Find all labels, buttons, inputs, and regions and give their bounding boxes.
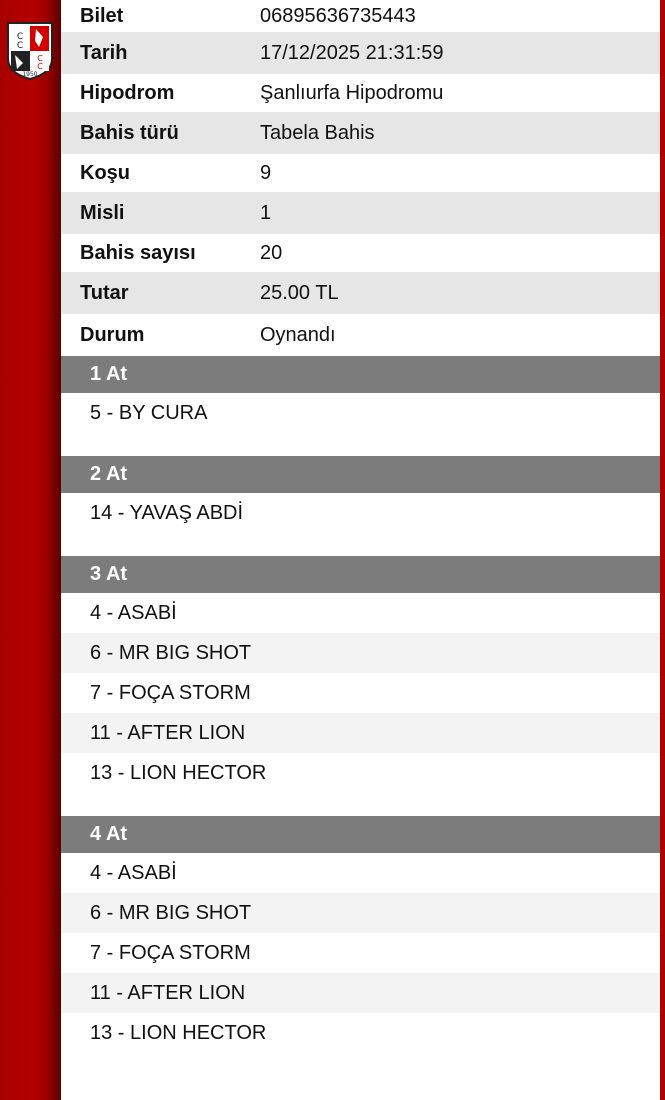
info-row-durum (61, 314, 660, 356)
horse-item: 6 - MR BIG SHOT (61, 893, 660, 933)
info-row-hipodrom (61, 74, 660, 112)
info-row-bahis-sayisi (61, 234, 660, 272)
info-label: Bilet (80, 4, 124, 27)
horse-item: 4 - ASABİ (90, 861, 177, 884)
horse-item: 7 - FOÇA STORM (90, 941, 251, 964)
horse-item: 11 - AFTER LION (61, 713, 660, 753)
ticket-detail (61, 0, 660, 1100)
section-header-3-at: 3 At (61, 556, 660, 593)
info-row-misli (61, 192, 660, 234)
info-label: Misli (80, 201, 125, 224)
horse-item: 7 - FOÇA STORM (90, 681, 251, 704)
info-label: Tarih (80, 41, 128, 64)
svg-text:C: C (16, 41, 24, 51)
horse-item: 11 - AFTER LION (61, 973, 660, 1013)
crest-year: 1950 (22, 71, 38, 78)
section-header-1-at: 1 At (61, 356, 660, 393)
left-sidebar (0, 0, 61, 1100)
horse-item: 14 - YAVAŞ ABDİ (90, 501, 244, 524)
svg-text:C: C (37, 62, 43, 71)
info-value: 9 (260, 161, 272, 184)
info-value: 25.00 TL (260, 281, 339, 304)
svg-text:C: C (37, 54, 43, 63)
info-value: Şanlıurfa Hipodromu (260, 81, 444, 104)
info-value: 20 (260, 241, 283, 264)
info-value: 06895636735443 (260, 4, 416, 27)
info-label: Bahis türü (80, 121, 179, 144)
info-row-bahis-turu (61, 112, 660, 154)
club-crest-icon[interactable] (5, 19, 55, 81)
right-edge (660, 0, 665, 1100)
horse-item: 6 - MR BIG SHOT (61, 633, 660, 673)
info-value: Oynandı (260, 323, 336, 346)
info-row-bilet (61, 0, 660, 32)
horse-item: 4 - ASABİ (90, 601, 177, 624)
horse-item: 13 - LION HECTOR (90, 761, 267, 784)
section-spacer (61, 433, 660, 456)
info-label: Hipodrom (80, 81, 175, 104)
info-label: Durum (80, 323, 145, 346)
horse-item: 5 - BY CURA (90, 401, 208, 424)
info-value: 1 (260, 201, 272, 224)
info-label: Koşu (80, 161, 130, 184)
section-spacer (61, 793, 660, 816)
info-label: Tutar (80, 281, 129, 304)
info-row-tutar (61, 272, 660, 314)
horse-item: 13 - LION HECTOR (90, 1021, 267, 1044)
info-label: Bahis sayısı (80, 241, 196, 264)
section-spacer (61, 533, 660, 556)
svg-text:C: C (16, 32, 24, 42)
section-header-2-at: 2 At (61, 456, 660, 493)
info-row-tarih (61, 32, 660, 74)
info-value: Tabela Bahis (260, 121, 375, 144)
section-header-4-at: 4 At (61, 816, 660, 853)
info-row-kosu (61, 154, 660, 192)
info-value: 17/12/2025 21:31:59 (260, 41, 444, 64)
